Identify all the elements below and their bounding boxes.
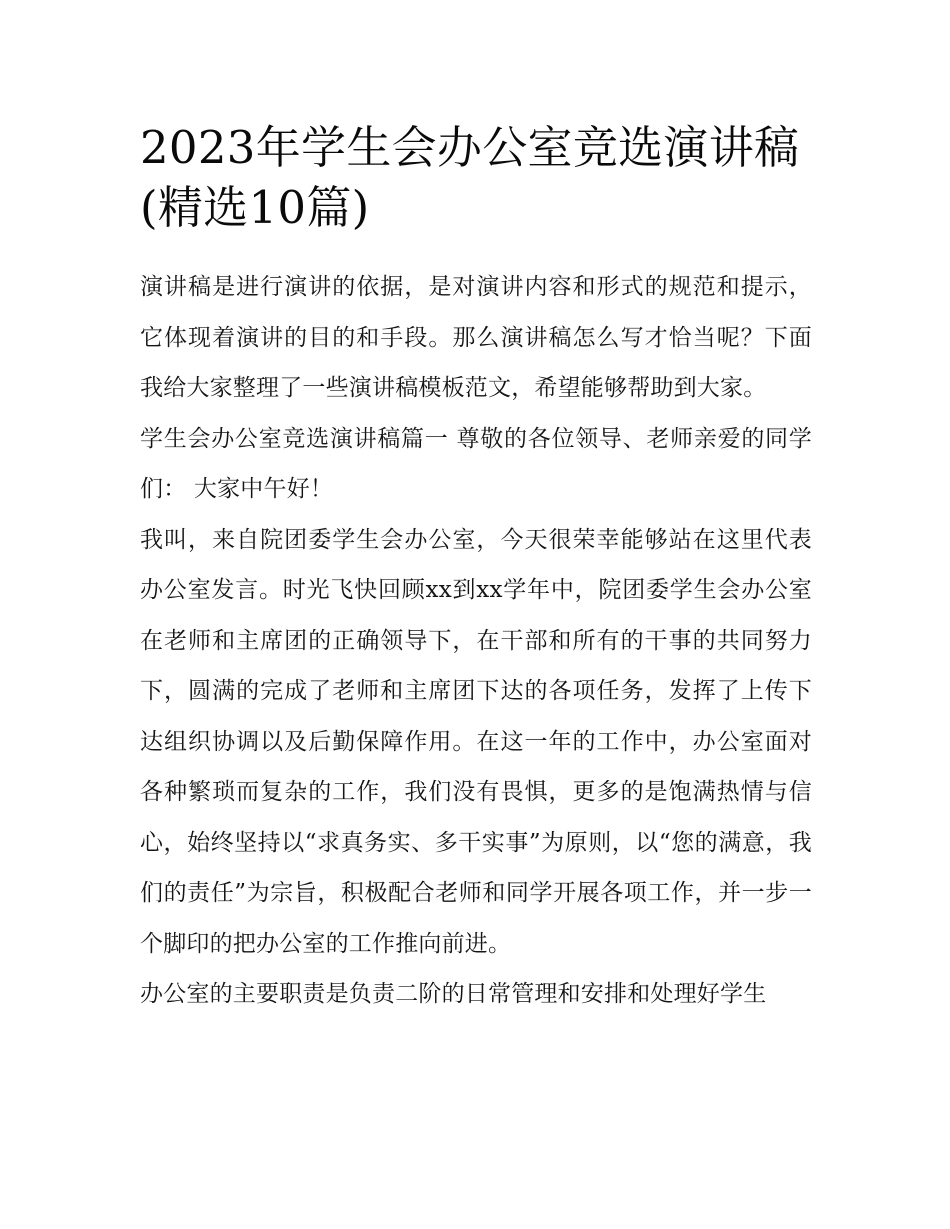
document-body — [140, 262, 812, 1020]
paragraph-intro: 演讲稿是进行演讲的依据，是对演讲内容和形式的规范和提示，它体现着演讲的目的和手段。那么演讲稿怎么写才恰当呢？下面我给大家整理了一些演讲稿模板范文，希望能够帮助到大家。 — [140, 274, 812, 401]
paragraph-main: 我叫，来自院团委学生会办公室，今天很荣幸能够站在这里代表办公室发言。时光飞快回顾xx到xx学年中，院团委学生会办公室在老师和主席团的正确领导下，在干部和所有的干事的共同努力下，圆满的完成了老师和主席团下达的各项任务，发挥了上传下达组织协调以及后勤保障作用。在这一年的工作中，办公室面对各种繁琐而复杂的工作，我们没有畏惧，更多的是饱满热情与信心，始终坚持以“求真务实、多干实事”为原则，以“您的满意，我们的责任”为宗旨，积极配合老师和同学开展各项工作，并一步一个脚印的把办公室的工作推向前进。 — [140, 526, 812, 957]
paragraph-duties: 办公室的主要职责是负责二阶的日常管理和安排和处理好学生 — [140, 981, 767, 1007]
document-title: 2023年学生会办公室竞选演讲稿(精选10篇) — [140, 121, 800, 234]
document-page — [140, 118, 812, 1020]
paragraph-greeting: 学生会办公室竞选演讲稿篇一 尊敬的各位领导、老师亲爱的同学们： 大家中午好！ — [140, 425, 812, 502]
